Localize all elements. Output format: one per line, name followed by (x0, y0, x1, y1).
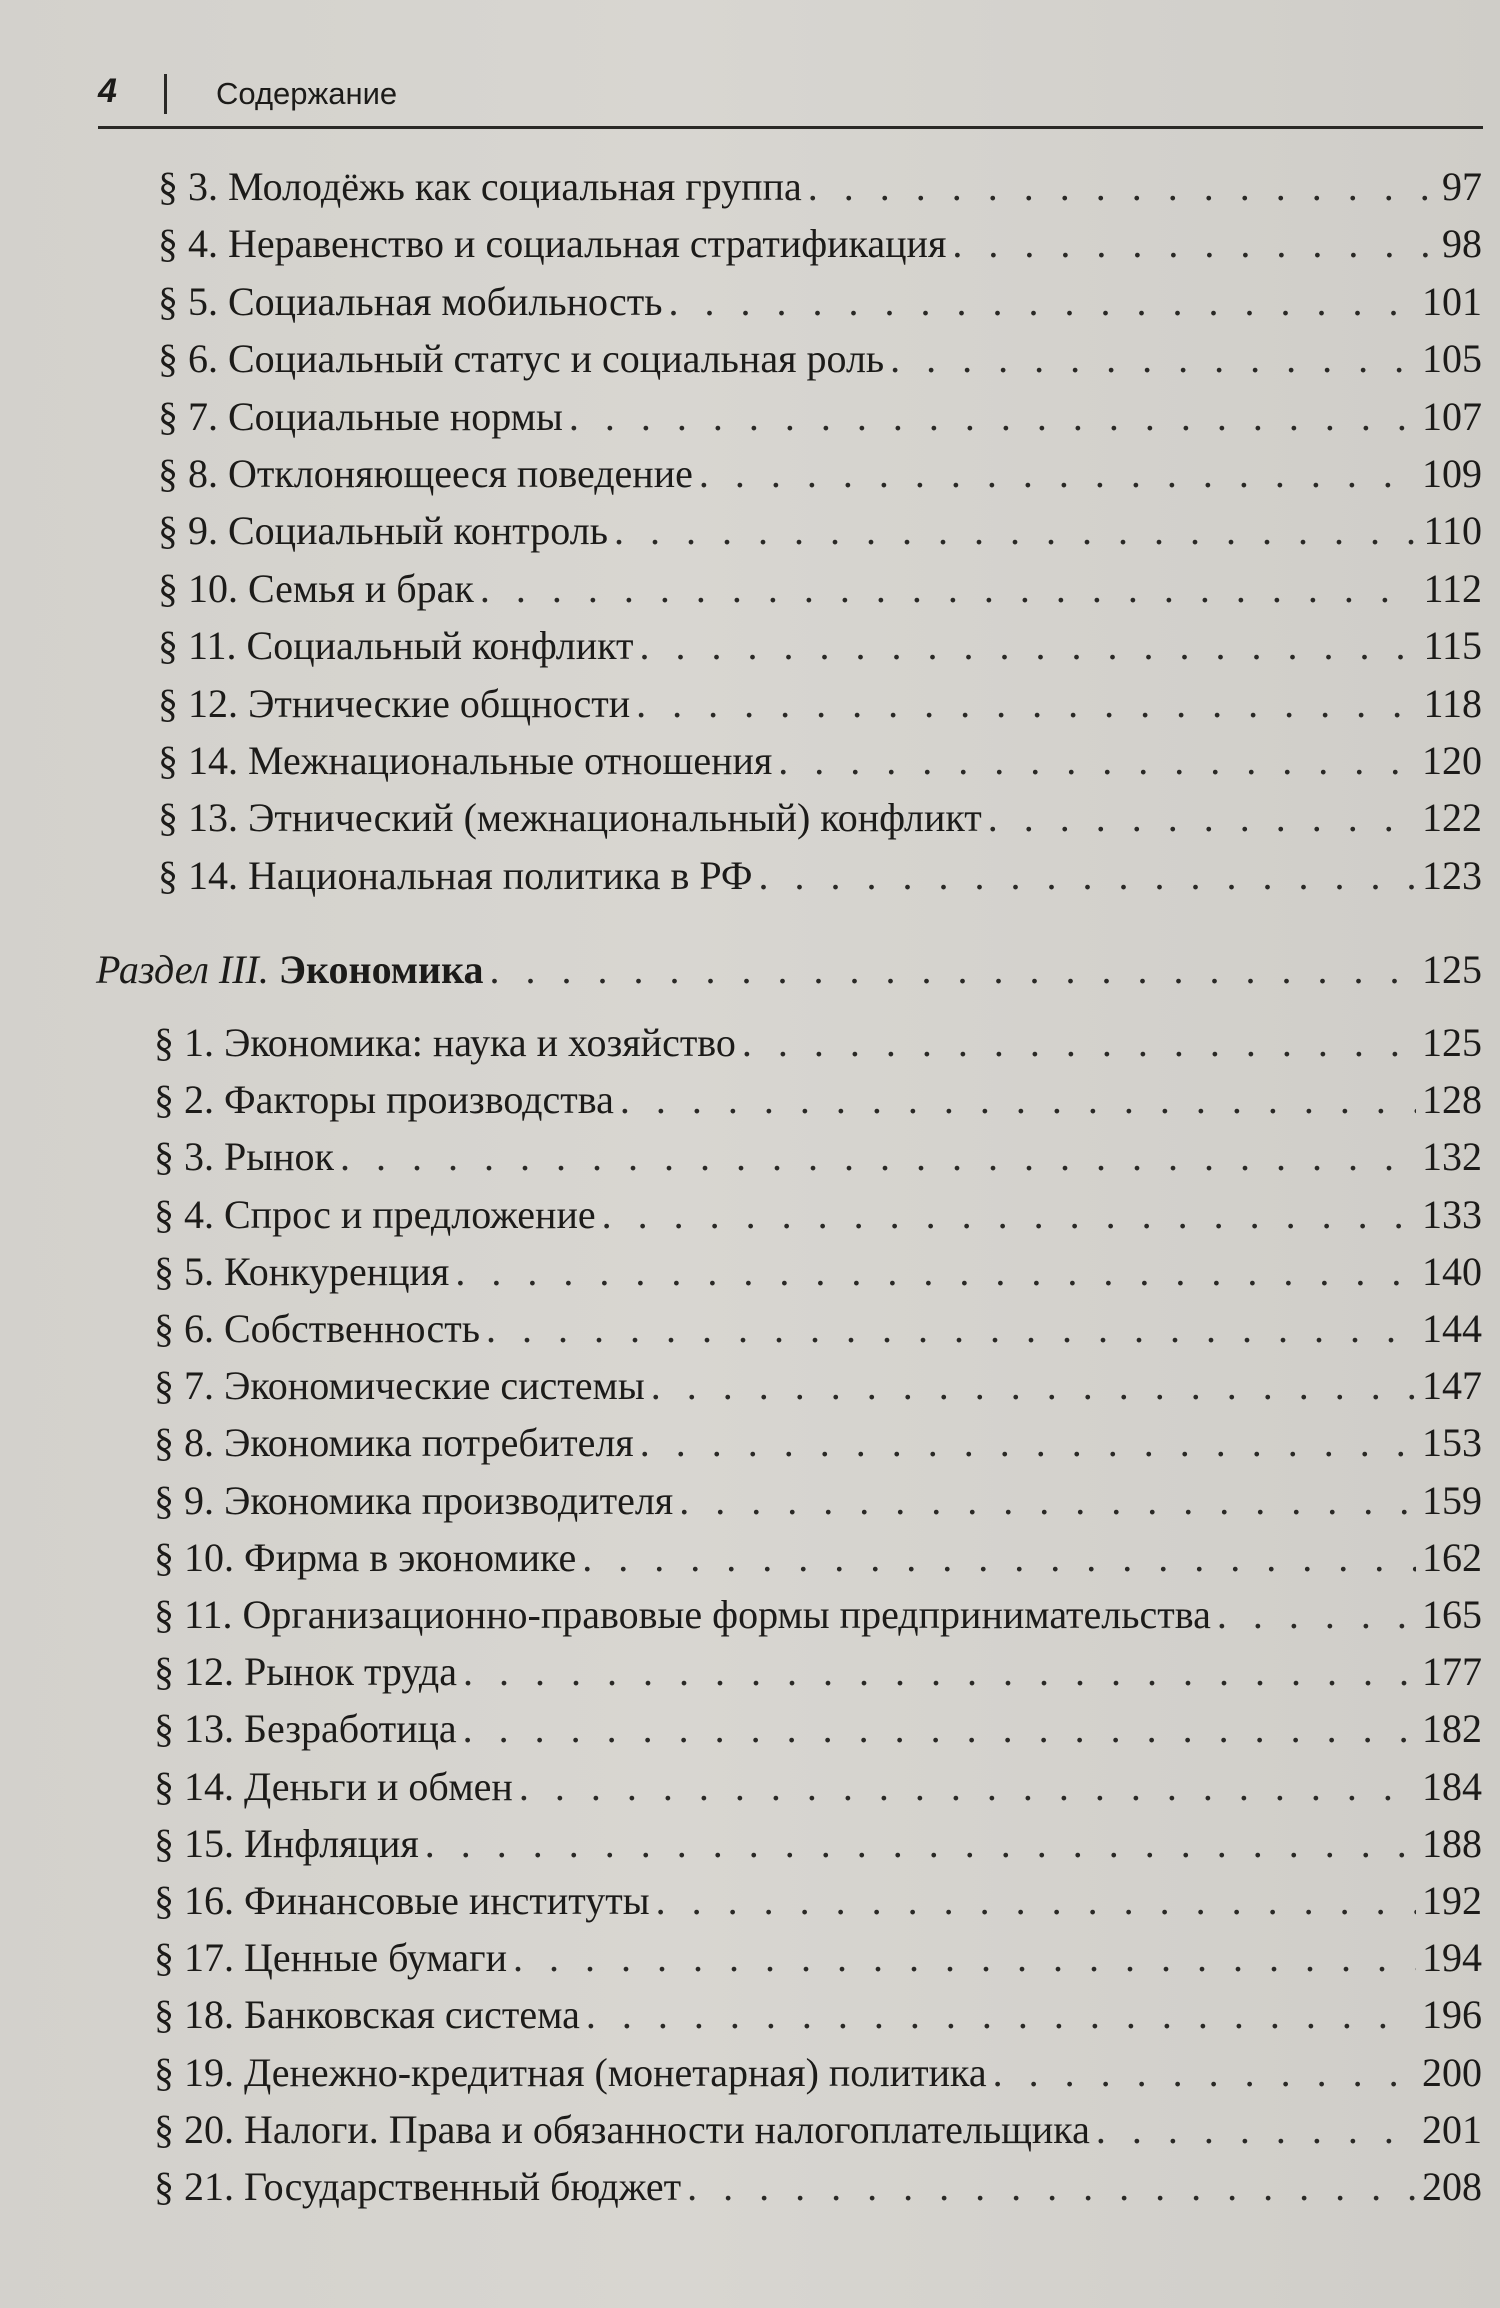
toc-page-number: 188 (1422, 1820, 1482, 1866)
dot-leader (1217, 1590, 1416, 1640)
dot-leader (640, 621, 1418, 671)
dot-leader (993, 2048, 1416, 2098)
dot-leader (425, 1819, 1416, 1869)
toc-entry (154, 1018, 1482, 1068)
toc-page-number: 147 (1422, 1363, 1482, 1409)
toc-page-number: 165 (1422, 1592, 1482, 1637)
toc-entry (154, 1590, 1482, 1640)
toc-entry-label: § 11. Организационно-правовые формы предпринимательства (154, 1592, 1211, 1637)
dot-leader (669, 277, 1416, 327)
toc-entry-label: § 16. Финансовые институты (154, 1878, 650, 1923)
toc-page-number: 105 (1422, 336, 1482, 382)
toc-entry-label: § 13. Этнический (межнациональный) конфликт (158, 795, 982, 841)
toc-entry (158, 162, 1482, 212)
toc-entry (154, 1762, 1482, 1812)
dot-leader (602, 1190, 1416, 1240)
toc-entry (154, 1876, 1482, 1926)
part-name: Экономика (278, 947, 484, 992)
toc-entry-label: § 15. Инфляция (154, 1820, 419, 1866)
toc-entry-label: § 6. Собственность (154, 1306, 480, 1351)
toc-entry (154, 1933, 1482, 1983)
toc-entry (158, 793, 1482, 843)
toc-entry-label: § 7. Экономические системы (154, 1363, 645, 1409)
toc-entry (154, 1704, 1482, 1754)
toc-entry-label: § 14. Межнациональные отношения (158, 738, 773, 783)
dot-leader (519, 1762, 1416, 1812)
toc-entry (154, 1361, 1482, 1411)
toc-entry-label: § 1. Экономика: наука и хозяйство (154, 1020, 736, 1065)
dot-leader (778, 736, 1416, 786)
header-title: Содержание (216, 76, 398, 111)
toc-page-number: 184 (1422, 1763, 1482, 1809)
toc-entry-label: § 2. Факторы производства (154, 1077, 614, 1123)
dot-leader (656, 1876, 1416, 1926)
toc-entry (158, 334, 1482, 384)
toc-page-number: 201 (1422, 2106, 1482, 2152)
dot-leader (952, 219, 1436, 269)
toc-page-number: 182 (1422, 1706, 1482, 1752)
toc-page-number: 153 (1422, 1420, 1482, 1466)
header-divider (164, 74, 167, 114)
dot-leader (687, 2162, 1416, 2212)
dot-leader (513, 1933, 1416, 1983)
toc-page-number: 101 (1422, 278, 1482, 324)
toc-entry-label: § 7. Социальные нормы (158, 393, 563, 439)
toc-entry-label: § 4. Спрос и предложение (154, 1191, 596, 1237)
toc-page-number: 132 (1422, 1134, 1482, 1180)
toc-entry (154, 1190, 1482, 1240)
toc-entry (154, 1304, 1482, 1354)
toc-page-number: 109 (1422, 451, 1482, 496)
toc-page-number: 120 (1422, 738, 1482, 783)
toc-entry-label: § 19. Денежно-кредитная (монетарная) политика (154, 2049, 987, 2095)
toc-page-number: 98 (1442, 221, 1482, 267)
dot-leader (455, 1247, 1416, 1297)
toc-entry-label: § 14. Национальная политика в РФ (158, 852, 753, 898)
toc-page-number: 110 (1423, 508, 1482, 554)
toc-page-number: 133 (1422, 1191, 1482, 1237)
dot-leader (636, 679, 1417, 729)
toc-entry (154, 1247, 1482, 1297)
toc-entry-label: § 8. Экономика потребителя (154, 1420, 634, 1466)
page-number: 4 (98, 72, 117, 110)
toc-entry-label: § 20. Налоги. Права и обязанности налогоплательщика (154, 2106, 1090, 2152)
toc-entry (154, 2105, 1482, 2155)
toc-entry-label: § 12. Рынок труда (154, 1649, 457, 1695)
toc-entry (154, 1418, 1482, 1468)
toc-entry (154, 2162, 1482, 2212)
toc-page-number: 208 (1422, 2164, 1482, 2209)
toc-entry (158, 506, 1482, 556)
dot-leader (742, 1018, 1416, 1068)
dot-leader (988, 793, 1416, 843)
toc-entry-label: § 5. Конкуренция (154, 1248, 450, 1294)
toc-entry-label: § 5. Социальная мобильность (158, 278, 663, 324)
toc-entry-label: § 11. Социальный конфликт (158, 623, 634, 669)
toc-page-number: 200 (1422, 2049, 1482, 2095)
toc-entry-label: § 8. Отклоняющееся поведение (158, 451, 693, 496)
dot-leader (679, 1476, 1416, 1526)
toc-entry-label: § 18. Банковская система (154, 1992, 580, 2038)
toc-page-number: 125 (1422, 1020, 1482, 1065)
dot-leader (1096, 2105, 1416, 2155)
toc-entry (158, 736, 1482, 786)
toc-entry-label: § 4. Неравенство и социальная стратификация (158, 221, 947, 267)
toc-page-number: 118 (1423, 680, 1482, 726)
dot-leader (480, 564, 1418, 614)
toc-entry (154, 1476, 1482, 1526)
toc-page-number: 123 (1422, 852, 1482, 898)
dot-leader (340, 1132, 1416, 1182)
toc-entry-label: § 9. Социальный контроль (158, 508, 608, 554)
toc-entry-label: § 3. Молодёжь как социальная группа (158, 164, 802, 209)
dot-leader (890, 334, 1416, 384)
toc-page-number: 144 (1422, 1306, 1482, 1351)
toc-entry (158, 851, 1482, 901)
toc-entry-label: § 10. Фирма в экономике (154, 1534, 577, 1580)
dot-leader (586, 1990, 1416, 2040)
toc-entry (154, 1819, 1482, 1869)
toc-entry (154, 1990, 1482, 2040)
toc-entry (154, 1533, 1482, 1583)
toc-entry-label: § 14. Деньги и обмен (154, 1763, 513, 1809)
toc-entry-label: § 9. Экономика производителя (154, 1477, 674, 1523)
part-title (96, 945, 484, 995)
toc-page-number: 196 (1422, 1992, 1482, 2038)
toc-entry (158, 679, 1482, 729)
toc-entry-label: § 10. Семья и брак (158, 565, 474, 611)
toc-page-number: 177 (1422, 1649, 1482, 1695)
toc-entry (154, 1075, 1482, 1125)
toc-page-number: 122 (1422, 795, 1482, 841)
running-header (98, 68, 1483, 129)
toc-page-number: 107 (1422, 393, 1482, 439)
dot-leader (759, 851, 1417, 901)
toc-entry (158, 219, 1482, 269)
toc-page-number: 115 (1423, 623, 1482, 669)
toc-page-number: 112 (1423, 565, 1482, 611)
dot-leader (620, 1075, 1416, 1125)
toc-entry-label: § 6. Социальный статус и социальная роль (158, 336, 885, 382)
toc-entry-label: § 12. Этнические общности (158, 680, 631, 726)
toc-entry (154, 1132, 1482, 1182)
toc-page-number: 162 (1422, 1534, 1482, 1580)
dot-leader (463, 1704, 1416, 1754)
dot-leader (582, 1533, 1416, 1583)
toc-entry-label: § 17. Ценные бумаги (154, 1935, 507, 1981)
toc-entry (158, 392, 1482, 442)
toc-page-number: 192 (1422, 1878, 1482, 1923)
toc-page-number: 128 (1422, 1077, 1482, 1123)
toc-page-number: 194 (1422, 1935, 1482, 1981)
toc-entry-label: § 13. Безработица (154, 1706, 457, 1752)
dot-leader (486, 1304, 1416, 1354)
toc-page-number: 97 (1442, 164, 1482, 209)
toc-part-row (96, 945, 1482, 995)
dot-leader (490, 945, 1416, 995)
toc-entry (154, 1647, 1482, 1697)
toc-page-number: 159 (1422, 1477, 1482, 1523)
dot-leader (463, 1647, 1416, 1697)
toc-entry (158, 449, 1482, 499)
dot-leader (569, 392, 1416, 442)
toc-entry (154, 2048, 1482, 2098)
toc-page-number: 125 (1422, 947, 1482, 992)
toc-entry (158, 621, 1482, 671)
toc-entry-label: § 21. Государственный бюджет (154, 2164, 682, 2209)
dot-leader (699, 449, 1416, 499)
dot-leader (808, 162, 1436, 212)
toc-entry (158, 564, 1482, 614)
dot-leader (651, 1361, 1416, 1411)
dot-leader (614, 506, 1418, 556)
toc-entry-label: § 3. Рынок (154, 1134, 334, 1180)
part-prefix: Раздел III. (96, 947, 269, 992)
toc-page-number: 140 (1422, 1248, 1482, 1294)
toc-entry (158, 277, 1482, 327)
dot-leader (640, 1418, 1416, 1468)
